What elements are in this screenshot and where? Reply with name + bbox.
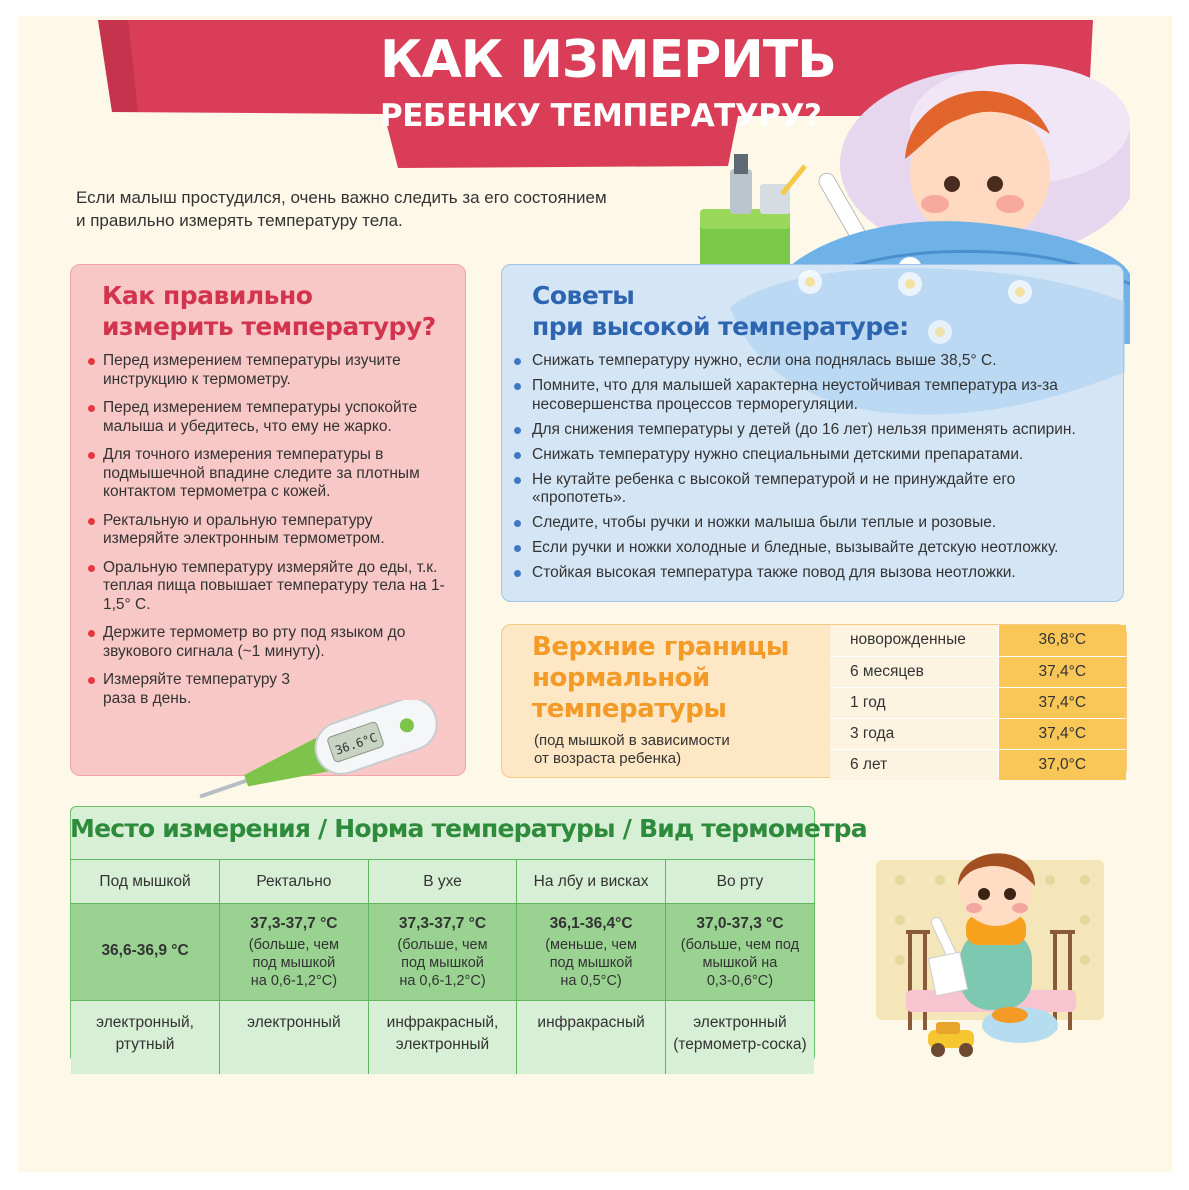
type-line: электронный [693, 1014, 787, 1031]
intro-text [76, 186, 696, 232]
list-item: Для точного измерения температуры в подмышечной впадине следите за плотным контактом термометра с кожей. [88, 446, 438, 502]
norm-range: 37,3-37,7 °С [398, 914, 487, 932]
page-subtitle: РЕБЕНКУ ТЕМПЕРАТУРУ? [380, 98, 822, 134]
type-cell [71, 1001, 220, 1075]
norm-note: (больше, чем под [680, 936, 800, 953]
digital-thermometer-illustration [185, 700, 450, 800]
type-line: электронный, [96, 1014, 194, 1031]
table-row [71, 904, 814, 1001]
page-title: КАК ИЗМЕРИТЬ [380, 30, 836, 90]
list-item: Перед измерением температуры изучите инструкцию к термометру. [88, 352, 448, 389]
list-item: Не кутайте ребенка с высокой температурой и не принуждайте его «пропотеть». [514, 471, 1092, 508]
list-item: Оральную температуру измеряйте до еды, т.к. теплая пища повышает температуру тела на 1-1,5° С. [88, 559, 448, 615]
list-item: Помните, что для малышей характерна неустойчивая температура из-за несовершенства процессов терморегуляции. [514, 377, 1112, 414]
type-line: ртутный [115, 1036, 175, 1053]
norm-range: 36,1-36,4°С [549, 914, 633, 932]
norm-cell [517, 904, 666, 1001]
table-row [71, 1001, 814, 1075]
norm-range: 37,3-37,7 °С [250, 914, 338, 932]
norm-note: под мышкой [252, 954, 336, 971]
type-cell [517, 1001, 666, 1075]
norm-note: на 0,5°С) [560, 972, 622, 989]
age-cell: 1 год [830, 687, 998, 718]
norm-note: под мышкой [401, 954, 484, 971]
thermometer-display: 36.6°C [333, 730, 379, 758]
value-cell: 37,4°C [998, 656, 1126, 687]
value-cell: 37,4°C [998, 687, 1126, 718]
norm-cell [368, 904, 517, 1001]
age-cell: новорожденные [830, 625, 998, 656]
norm-note: на 0,6-1,2°С) [250, 972, 338, 989]
list-item: Стойкая высокая температура также повод для вызова неотложки. [514, 564, 1112, 583]
norm-note: на 0,6-1,2°С) [399, 972, 486, 989]
norm-by-age-table [830, 625, 1126, 780]
list-item: Измеряйте температуру 3 раза в день. [88, 671, 303, 708]
title-line: измерить температуру? [102, 312, 436, 341]
type-line: инфракрасный, [386, 1014, 499, 1031]
title-line: температуры [532, 694, 727, 724]
table-row [830, 687, 1126, 718]
norm-note: (больше, чем [397, 936, 488, 953]
table-row [830, 625, 1126, 656]
norm-range: 36,6-36,9 °С [101, 941, 189, 959]
type-line: (термометр-соска) [673, 1036, 807, 1053]
measurement-table [71, 859, 814, 1074]
list-item: Снижать температуру нужно специальными детскими препаратами. [514, 446, 1112, 465]
type-cell [220, 1001, 369, 1075]
type-line: инфракрасный [537, 1014, 645, 1031]
list-item: Для снижения температуры у детей (до 16 лет) нельзя применять аспирин. [514, 421, 1112, 440]
norm-note: 0,3-0,6°С) [706, 972, 774, 989]
title-line: Верхние границы [532, 632, 789, 662]
norm-note: (больше, чем [248, 936, 340, 953]
age-cell: 6 лет [830, 749, 998, 780]
norm-cell [220, 904, 369, 1001]
type-cell [368, 1001, 517, 1075]
norm-range: 37,0-37,3 °С [696, 914, 784, 932]
list-item: Перед измерением температуры успокойте малыша и убедитесь, что ему не жарко. [88, 399, 433, 436]
value-cell: 36,8°C [998, 625, 1126, 656]
table-row [830, 656, 1126, 687]
note-line: от возраста ребенка) [534, 750, 682, 767]
table-row [71, 860, 814, 904]
place-cell: Во рту [665, 860, 814, 904]
norm-note: под мышкой [549, 954, 633, 971]
place-cell: В ухе [368, 860, 517, 904]
norm-by-age-title [532, 632, 827, 725]
norm-by-age-note [534, 732, 824, 768]
high-temp-tips-title [532, 280, 1092, 342]
note-line: (под мышкой в зависимости [534, 732, 730, 749]
how-to-measure-title [102, 280, 452, 342]
norm-note: мышкой на [702, 954, 778, 971]
norm-note: (меньше, чем [545, 936, 637, 953]
intro-line: и правильно измерять температуру тела. [76, 211, 403, 230]
value-cell: 37,0°C [998, 749, 1126, 780]
title-line: Как правильно [102, 281, 313, 310]
table-row [830, 718, 1126, 749]
title-line: нормальной [532, 663, 710, 693]
age-cell: 3 года [830, 718, 998, 749]
age-cell: 6 месяцев [830, 656, 998, 687]
how-to-measure-list [88, 352, 453, 718]
norm-cell [665, 904, 814, 1001]
title-line: при высокой температуре: [532, 312, 909, 341]
intro-line: Если малыш простудился, очень важно следить за его состоянием [76, 188, 607, 207]
norm-cell [71, 904, 220, 1001]
table-row [830, 749, 1126, 780]
measurement-table-title: Место измерения / Норма температуры / Вид термометра [70, 814, 867, 843]
place-cell: Ректально [220, 860, 369, 904]
high-temp-tips-list [514, 352, 1112, 589]
place-cell: Под мышкой [71, 860, 220, 904]
list-item: Следите, чтобы ручки и ножки малыша были теплые и розовые. [514, 514, 1112, 533]
type-cell [665, 1001, 814, 1075]
type-line: электронный [247, 1014, 341, 1031]
list-item: Ректальную и оральную температуру измеряйте электронным термометром. [88, 512, 413, 549]
list-item: Снижать температуру нужно, если она поднялась выше 38,5° С. [514, 352, 1112, 371]
type-line: электронный [395, 1036, 490, 1053]
title-line: Советы [532, 281, 635, 310]
list-item: Держите термометр во рту под языком до звукового сигнала (~1 минуту). [88, 624, 423, 661]
value-cell: 37,4°C [998, 718, 1126, 749]
sick-child-sitting-illustration [870, 820, 1110, 1070]
list-item: Если ручки и ножки холодные и бледные, вызывайте детскую неотложку. [514, 539, 1112, 558]
place-cell: На лбу и висках [517, 860, 666, 904]
